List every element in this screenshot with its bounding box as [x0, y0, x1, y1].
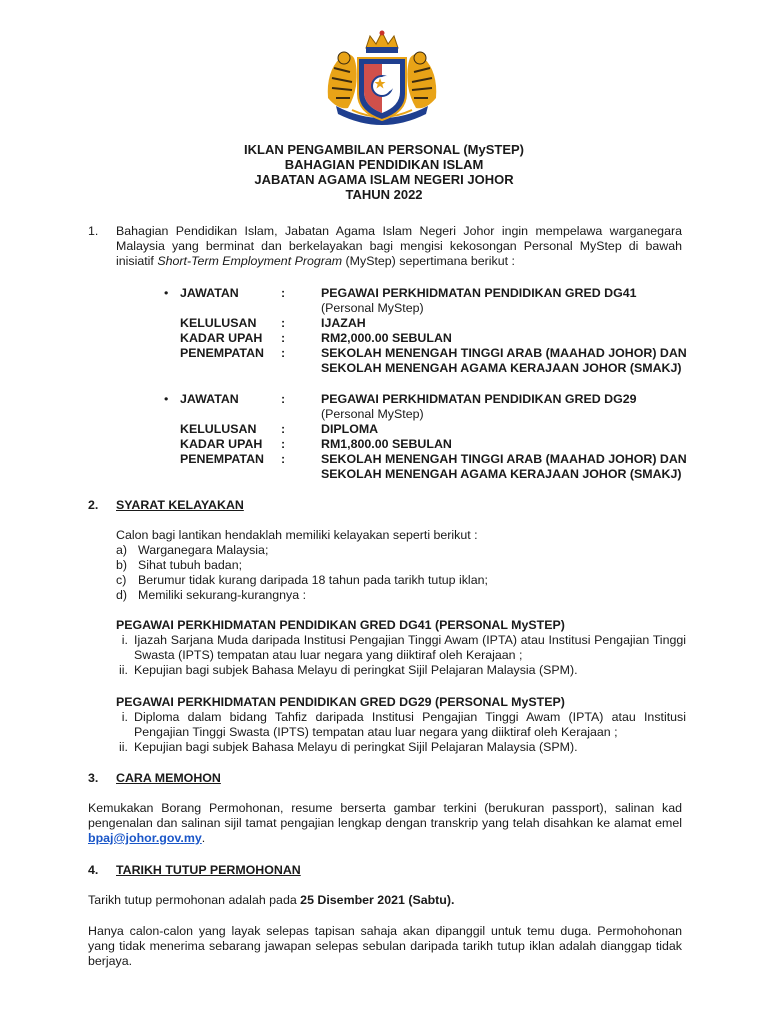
- list-item: i. Diploma dalam bidang Tahfiz daripada Institusi Pengajian Tinggi Awam (IPTA) atau Institusi Pengajian Tinggi Swasta (IPTS) tempatan atau luar negara yang diiktiraf oleh Kerajaan ;: [121, 710, 686, 739]
- penempatan-value: SEKOLAH MENENGAH TINGGI ARAB (MAAHAD JOHOR) DAN: [321, 452, 687, 466]
- list-item: c) Berumur tidak kurang daripada 18 tahun pada tarikh tutup iklan;: [116, 573, 488, 587]
- section-4-title: TARIKH TUTUP PERMOHONAN: [116, 863, 301, 877]
- kadar-upah-label: KADAR UPAH: [180, 437, 263, 451]
- kelulusan-label: KELULUSAN: [180, 422, 257, 436]
- jawatan-sub: (Personal MyStep): [321, 407, 424, 421]
- jawatan-value: PEGAWAI PERKHIDMATAN PENDIDIKAN GRED DG29: [321, 392, 637, 406]
- johor-coat-of-arms-logo: [322, 28, 442, 134]
- dg29-requirements-list: [110, 710, 686, 755]
- job-listing-dg29: • JAWATAN : PEGAWAI PERKHIDMATAN PENDIDIKAN GRED DG29 (Personal MyStep) KELULUSAN : DIPLOMA KADAR UPAH : RM1,800.00 SEBULAN PENEMPATAN : SEKOLAH MENENGAH TINGGI ARAB (MAAHAD JOHOR) DAN SEKOLAH MENENGAH AGAMA KERAJAAN JOHOR (SMAKJ): [164, 392, 704, 482]
- section-4-number: 4.: [88, 863, 99, 877]
- penempatan-label: PENEMPATAN: [180, 452, 264, 466]
- section-3-text: Kemukakan Borang Permohonan, resume berserta gambar terkini (berukuran passport), salinan kad pengenalan dan salinan sijil tamat pengajian lengkap dengan transkrip yang telah disahkan ke alamat emel bpaj@johor.gov.my.: [88, 801, 682, 845]
- dg29-requirements-heading: PEGAWAI PERKHIDMATAN PENDIDIKAN GRED DG29 (PERSONAL MySTEP): [116, 695, 565, 709]
- jawatan-label: JAWATAN: [180, 286, 239, 300]
- closing-notice: Hanya calon-calon yang layak selepas tapisan sahaja akan dipanggil untuk temu duga. Permohohonan yang tidak menerima sebarang jawapan selepas sebulan daripada tarikh tutup iklan adalah dianggap tidak berjaya.: [88, 924, 682, 968]
- document-title-block: [0, 142, 768, 202]
- jawatan-label: JAWATAN: [180, 392, 239, 406]
- title-line: BAHAGIAN PENDIDIKAN ISLAM: [284, 157, 484, 172]
- section-1-intro: Bahagian Pendidikan Islam, Jabatan Agama Islam Negeri Johor ingin mempelawa warganegara Malaysia yang berminat dan berkelayakan bagi mengisi kekosongan Personal MyStep di bawah inisiatif Short-Term Employment Program (MyStep) sepertimana berikut :: [116, 224, 682, 268]
- section-2-number: 2.: [88, 498, 99, 512]
- section-3-title: CARA MEMOHON: [116, 771, 221, 785]
- jawatan-value: PEGAWAI PERKHIDMATAN PENDIDIKAN GRED DG41: [321, 286, 637, 300]
- list-item: ii. Kepujian bagi subjek Bahasa Melayu di peringkat Sijil Pelajaran Malaysia (SPM).: [119, 663, 578, 677]
- kadar-upah-label: KADAR UPAH: [180, 331, 263, 345]
- section-2-title: SYARAT KELAYAKAN: [116, 498, 244, 512]
- title-line: IKLAN PENGAMBILAN PERSONAL (MySTEP): [244, 142, 524, 157]
- section-1-number: 1.: [88, 224, 99, 238]
- penempatan-value-2: SEKOLAH MENENGAH AGAMA KERAJAAN JOHOR (SMAKJ): [321, 467, 682, 481]
- jawatan-sub: (Personal MyStep): [321, 301, 424, 315]
- bullet: •: [164, 286, 169, 300]
- closing-date: 25 Disember 2021 (Sabtu).: [300, 893, 455, 907]
- section-3-number: 3.: [88, 771, 99, 785]
- kelulusan-label: KELULUSAN: [180, 316, 257, 330]
- dg41-requirements-list: [110, 633, 686, 678]
- penempatan-value: SEKOLAH MENENGAH TINGGI ARAB (MAAHAD JOHOR) DAN: [321, 346, 687, 360]
- list-item: i. Ijazah Sarjana Muda daripada Institusi Pengajian Tinggi Awam (IPTA) atau Institusi Pengajian Tinggi Swasta (IPTS) tempatan atau luar negara yang diiktiraf oleh Kerajaan ;: [121, 633, 686, 662]
- kelulusan-value: DIPLOMA: [321, 422, 379, 436]
- email-link[interactable]: bpaj@johor.gov.my: [88, 831, 202, 845]
- kadar-upah-value: RM2,000.00 SEBULAN: [321, 331, 452, 345]
- list-item: ii. Kepujian bagi subjek Bahasa Melayu di peringkat Sijil Pelajaran Malaysia (SPM).: [119, 740, 578, 754]
- penempatan-value-2: SEKOLAH MENENGAH AGAMA KERAJAAN JOHOR (SMAKJ): [321, 361, 682, 375]
- title-line: JABATAN AGAMA ISLAM NEGERI JOHOR: [254, 172, 514, 187]
- job-listing-dg41: • JAWATAN : PEGAWAI PERKHIDMATAN PENDIDIKAN GRED DG41 (Personal MyStep) KELULUSAN : IJAZAH KADAR UPAH : RM2,000.00 SEBULAN PENEMPATAN : SEKOLAH MENENGAH TINGGI ARAB (MAAHAD JOHOR) DAN SEKOLAH MENENGAH AGAMA KERAJAAN JOHOR (SMAKJ): [164, 286, 704, 376]
- dg41-requirements-heading: PEGAWAI PERKHIDMATAN PENDIDIKAN GRED DG41 (PERSONAL MySTEP): [116, 618, 565, 632]
- list-item: a) Warganegara Malaysia;: [116, 543, 269, 557]
- closing-date-text: Tarikh tutup permohonan adalah pada 25 Disember 2021 (Sabtu).: [88, 893, 455, 907]
- penempatan-label: PENEMPATAN: [180, 346, 264, 360]
- title-line: TAHUN 2022: [345, 187, 423, 202]
- list-item: b) Sihat tubuh badan;: [116, 558, 243, 572]
- requirements-list: [116, 543, 686, 603]
- section-2-intro: Calon bagi lantikan hendaklah memiliki kelayakan seperti berikut :: [116, 528, 478, 542]
- list-item: d) Memiliki sekurang-kurangnya :: [116, 588, 307, 602]
- kadar-upah-value: RM1,800.00 SEBULAN: [321, 437, 452, 451]
- kelulusan-value: IJAZAH: [321, 316, 366, 330]
- bullet: •: [164, 392, 169, 406]
